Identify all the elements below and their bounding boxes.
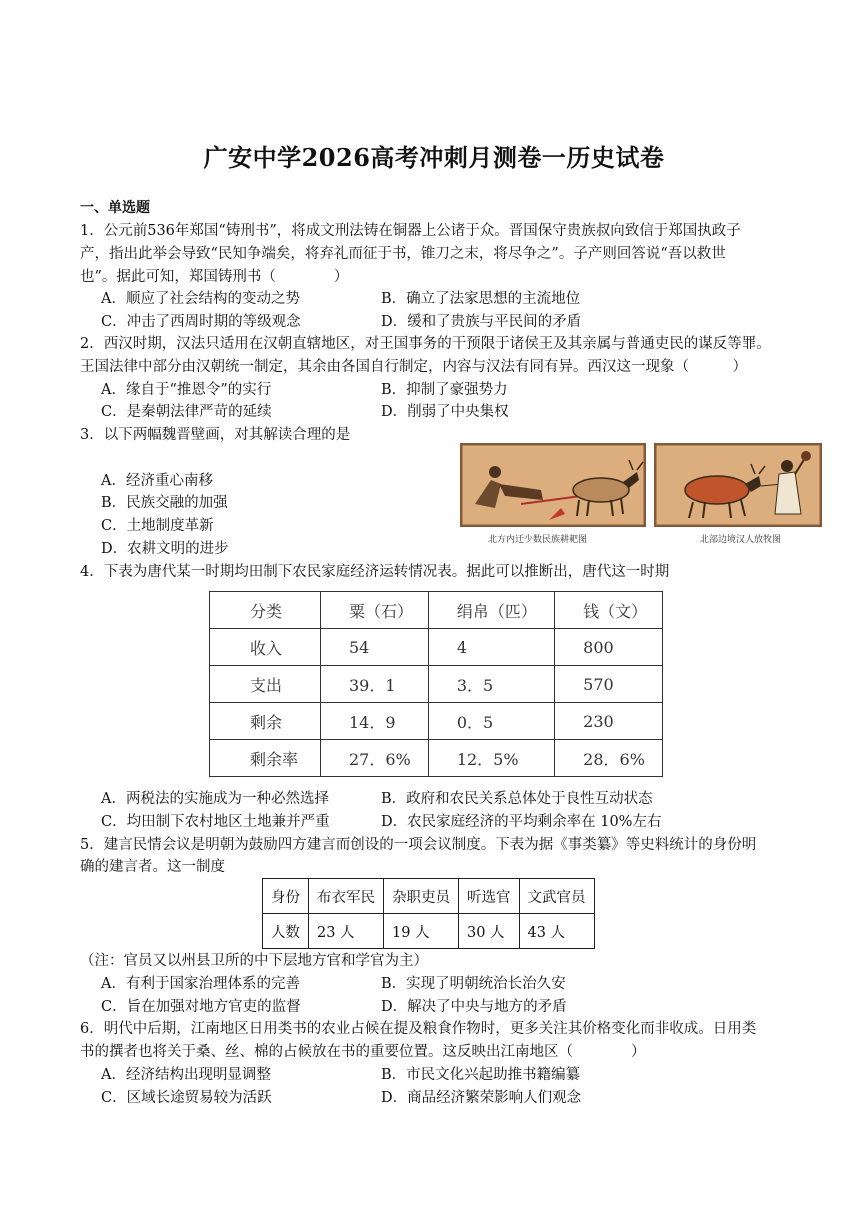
q1-option-a[interactable]: A．顺应了社会结构的变动之势 [101,291,300,307]
table-cell: 剩余 [210,703,321,740]
table-cell: 230 [555,703,663,740]
table-cell: 12．5% [428,740,554,777]
table-header-cell: 布衣军民 [309,879,384,914]
page-title: 广安中学2026高考冲刺月测卷一历史试卷 [203,143,665,172]
q6-option-a[interactable]: A．经济结构出现明显调整 [101,1067,271,1083]
q1-option-b[interactable]: B．确立了法家思想的主流地位 [381,291,581,307]
table-row [210,592,663,629]
q4-stem: 4．下表为唐代某一时期均田制下农民家庭经济运转情况表。据此可以推断出，唐代这一时期 [80,564,670,580]
table-cell: 23 人 [309,914,384,949]
q5-option-d[interactable]: D．解决了中央与地方的矛盾 [381,999,567,1015]
table-cell: 27．6% [321,740,429,777]
table-cell: 14．9 [321,703,429,740]
q3-option-b[interactable]: B．民族交融的加强 [101,495,228,511]
table-header-cell: 绢帛（匹） [428,592,554,629]
table-header-cell: 身份 [263,879,309,914]
q1-stem-line-3: 也”。据此可知，郑国铸刑书（ ） [80,269,349,285]
q1-stem-line-2: 产，指出此举会导致“民知争端矣，将弃礼而征于书，锥刀之末，将尽争之”。子产则回答说“吾以救世 [80,246,726,262]
table-row [263,914,595,949]
table-cell: 人数 [263,914,309,949]
table-header-cell: 粟（石） [321,592,429,629]
mural-herding-caption: 北部边境汉人放牧图 [700,535,782,545]
q5-stem-line-2: 确的建言者。这一制度 [80,859,225,875]
table-cell: 54 [321,629,429,666]
q1-option-c[interactable]: C．冲击了西周时期的等级观念 [101,314,301,330]
table-cell: 39．1 [321,666,429,703]
table-header-cell: 杂职吏员 [384,879,459,914]
q4-data-table [209,591,663,777]
mural-herding-image [654,443,822,527]
table-cell: 支出 [210,666,321,703]
q4-option-d[interactable]: D．农民家庭经济的平均剩余率在 10%左右 [381,814,662,830]
table-cell: 剩余率 [210,740,321,777]
q1-stem-line-1: 1．公元前536年郑国“铸刑书”，将成文刑法铸在铜器上公诸于众。晋国保守贵族叔向致信于郑国执政子 [80,223,741,239]
table-row [210,666,663,703]
q5-option-a[interactable]: A．有利于国家治理体系的完善 [101,976,300,992]
table-row [210,629,663,666]
q2-option-a[interactable]: A．缘自于“推恩令”的实行 [101,382,272,398]
q3-option-d[interactable]: D．农耕文明的进步 [101,541,229,557]
table-header-cell: 文武官员 [519,879,594,914]
table-cell: 19 人 [384,914,459,949]
mural-plowing-image [460,443,646,527]
table-cell: 30 人 [459,914,520,949]
table-cell: 28．6% [555,740,663,777]
table-header-cell: 钱（文） [555,592,663,629]
q5-data-table [262,878,595,949]
table-row [210,740,663,777]
table-row [263,879,595,914]
table-row [210,703,663,740]
table-cell: 0．5 [428,703,554,740]
table-cell: 收入 [210,629,321,666]
q6-stem-line-1: 6．明代中后期，江南地区日用类书的农业占候在提及粮食作物时，更多关注其价格变化而非收成。日用类 [80,1021,757,1037]
table-cell: 4 [428,629,554,666]
mural-plowing-caption: 北方内迁少数民族耕耙图 [488,535,588,545]
q5-stem-line-1: 5．建言民情会议是明朝为鼓励四方建言而创设的一项会议制度。下表为据《事类纂》等史料统计的身份明 [80,837,757,853]
q1-option-d[interactable]: D．缓和了贵族与平民间的矛盾 [381,314,582,330]
q2-stem-line-2: 王国法律中部分由汉朝统一制定，其余由各国自行制定，内容与汉法有同有异。西汉这一现象（ ） [80,359,747,375]
q4-option-a[interactable]: A．两税法的实施成为一种必然选择 [101,791,329,807]
section-heading: 一、单选题 [80,200,150,216]
q3-stem: 3．以下两幅魏晋壁画，对其解读合理的是 [80,427,351,443]
table-header-cell: 听选官 [459,879,520,914]
table-cell: 800 [555,629,663,666]
q3-option-a[interactable]: A．经济重心南移 [101,473,213,489]
q5-option-b[interactable]: B．实现了明朝统治长治久安 [381,976,566,992]
mural-plowing-drawing [461,444,645,526]
q6-option-c[interactable]: C．区域长途贸易较为活跃 [101,1090,272,1106]
q5-note: （注：官员又以州县卫所的中下层地方官和学官为主） [80,953,428,969]
table-cell: 43 人 [519,914,594,949]
mural-herding-drawing [655,444,821,526]
q6-option-d[interactable]: D．商品经济繁荣影响人们观念 [381,1090,582,1106]
q4-option-c[interactable]: C．均田制下农村地区土地兼并严重 [101,814,330,830]
q2-option-b[interactable]: B．抑制了豪强势力 [381,382,508,398]
q6-option-b[interactable]: B．市民文化兴起助推书籍编纂 [381,1067,581,1083]
q2-stem-line-1: 2．西汉时期，汉法只适用在汉朝直辖地区，对王国事务的干预限于诸侯王及其亲属与普通吏民的谋反等罪。 [80,336,771,352]
table-cell: 570 [555,666,663,703]
table-cell: 3．5 [428,666,554,703]
q4-option-b[interactable]: B．政府和农民关系总体处于良性互动状态 [381,791,653,807]
q6-stem-line-2: 书的撰者也将关于桑、丝、棉的占候放在书的重要位置。这反映出江南地区（ ） [80,1044,646,1060]
q3-option-c[interactable]: C．土地制度革新 [101,518,214,534]
q5-option-c[interactable]: C．旨在加强对地方官吏的监督 [101,999,301,1015]
q2-option-d[interactable]: D．削弱了中央集权 [381,404,509,420]
q2-option-c[interactable]: C．是秦朝法律严苛的延续 [101,404,272,420]
table-header-cell: 分类 [210,592,321,629]
